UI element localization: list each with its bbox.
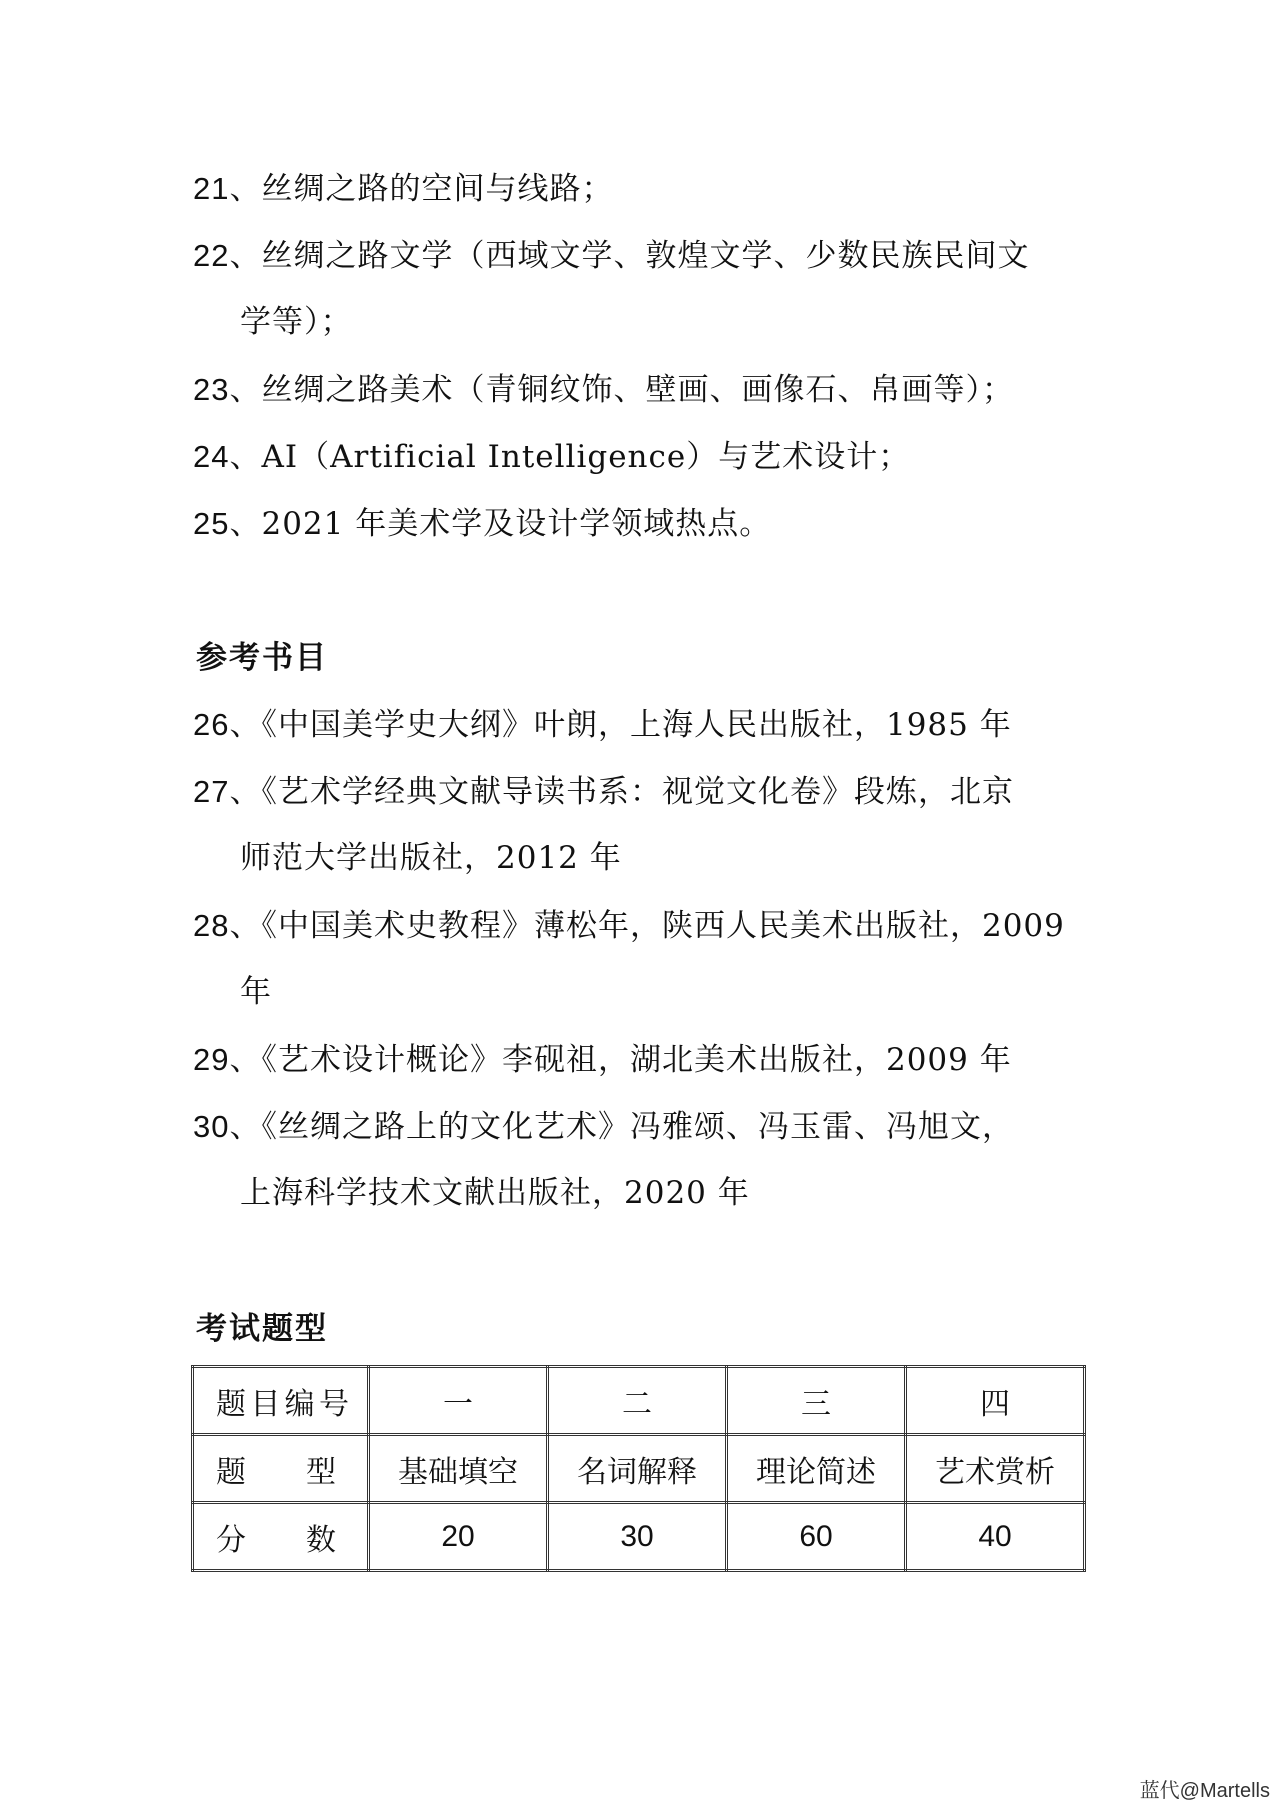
reference-item-27: [193, 758, 1093, 826]
reference-item-27-continuation: 师范大学出版社，2012 年: [240, 840, 622, 876]
reference-text: 、《丝绸之路上的文化艺术》冯雅颂、冯玉雷、冯旭文，: [229, 1109, 1014, 1145]
table-row: [193, 1367, 1085, 1435]
topic-item-21: [193, 155, 1093, 223]
row-label-question-number: 题目编号: [193, 1367, 369, 1435]
topic-item-22-continuation: 学等）；: [240, 304, 353, 340]
reference-number: 29: [193, 1042, 230, 1077]
reference-number: 28: [193, 908, 230, 943]
topic-item-22: [193, 222, 1093, 290]
reference-number: 27: [193, 774, 230, 809]
reference-item-30-continuation: 上海科学技术文献出版社，2020 年: [240, 1175, 750, 1211]
topic-item-23: [193, 356, 1093, 424]
reference-text: 、《中国美学史大纲》叶朗，上海人民出版社，1985 年: [229, 707, 1012, 743]
table-cell: 30: [548, 1503, 727, 1571]
topic-text: 、丝绸之路美术（青铜纹饰、壁画、画像石、帛画等）；: [229, 372, 1014, 408]
topic-text: 、丝绸之路文学（西域文学、敦煌文学、少数民族民间文: [229, 238, 1030, 274]
reference-number: 26: [193, 707, 230, 742]
topic-text: 、AI（Artificial Intelligence）与艺术设计；: [229, 439, 911, 475]
reference-item-26: [193, 691, 1093, 759]
table-row: [193, 1435, 1085, 1503]
table-row: [193, 1503, 1085, 1571]
topic-number: 22: [193, 238, 230, 273]
topic-text: 、丝绸之路的空间与线路；: [229, 171, 614, 207]
table-cell: 名词解释: [548, 1435, 727, 1503]
table-cell: 40: [906, 1503, 1085, 1571]
reference-item-28-continuation: 年: [240, 974, 272, 1010]
topic-number: 23: [193, 372, 230, 407]
table-cell: 一: [369, 1367, 548, 1435]
table-cell: 艺术赏析: [906, 1435, 1085, 1503]
topic-number: 21: [193, 171, 230, 206]
watermark: 蓝代@Martells: [1139, 1780, 1270, 1802]
table-cell: 四: [906, 1367, 1085, 1435]
reference-item-28: [193, 892, 1093, 960]
reference-text: 、《艺术设计概论》李砚祖，湖北美术出版社，2009 年: [229, 1042, 1012, 1078]
reference-item-30: [193, 1093, 1093, 1161]
exam-heading: 考试题型: [196, 1311, 328, 1347]
reference-item-29: [193, 1026, 1093, 1094]
row-label-question-type: 题 型: [193, 1435, 369, 1503]
topic-item-25: [193, 490, 1093, 558]
table-cell: 基础填空: [369, 1435, 548, 1503]
table-cell: 60: [727, 1503, 906, 1571]
references-heading: 参考书目: [196, 640, 328, 676]
topic-number: 25: [193, 506, 230, 541]
table-cell: 三: [727, 1367, 906, 1435]
table-cell: 20: [369, 1503, 548, 1571]
topic-text: 、2021 年美术学及设计学领域热点。: [229, 506, 772, 542]
exam-type-table: [191, 1365, 1086, 1572]
reference-text: 、《中国美术史教程》薄松年，陕西人民美术出版社，2009: [229, 908, 1065, 944]
topic-number: 24: [193, 439, 230, 474]
reference-number: 30: [193, 1109, 230, 1144]
row-label-score: 分 数: [193, 1503, 369, 1571]
table-cell: 理论简述: [727, 1435, 906, 1503]
table-cell: 二: [548, 1367, 727, 1435]
reference-text: 、《艺术学经典文献导读书系：视觉文化卷》段炼，北京: [229, 774, 1014, 810]
topic-item-24: [193, 423, 1093, 491]
